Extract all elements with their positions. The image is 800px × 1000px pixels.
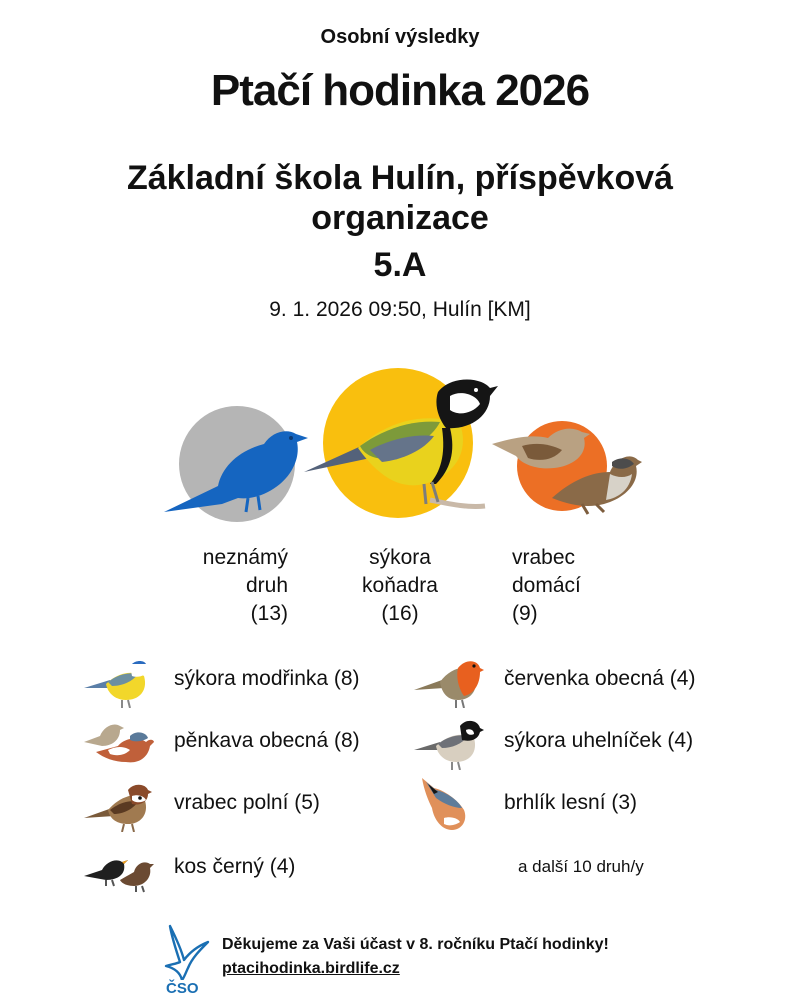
list-item-label: sýkora uhelníček (4) [504, 729, 694, 752]
school-name-line2: organizace [311, 199, 489, 237]
list-item-label: brhlík lesní (3) [504, 791, 638, 814]
robin-icon [414, 654, 484, 708]
top-species-unknown [160, 544, 288, 628]
house-sparrow-icon [492, 420, 642, 520]
nuthatch-icon [414, 778, 484, 832]
top-species-unknown-line2: druh [245, 574, 288, 597]
school-name [0, 158, 800, 238]
list-item-label: kos černý (4) [174, 855, 296, 878]
list-item-label: sýkora modřinka (8) [174, 667, 360, 690]
page-title: Ptačí hodinka 2026 [210, 66, 590, 115]
top-species-house-sparrow-line1: vrabec [512, 546, 576, 569]
cso-bird-icon [160, 922, 210, 980]
school-name-line1: Základní škola Hulín, příspěvková [126, 159, 674, 197]
great-tit-icon [300, 372, 500, 517]
list-item [84, 842, 424, 896]
blue-tit-icon [84, 654, 154, 708]
top-species-great-tit-count: (16) [381, 602, 419, 625]
list-item [84, 778, 424, 832]
footer-link[interactable]: ptacihodinka.birdlife.cz [222, 960, 400, 977]
cso-logo-text: ČSO [166, 980, 199, 997]
unknown-bird-icon [160, 420, 320, 520]
top-species-house-sparrow [512, 544, 652, 628]
top-species-house-sparrow-count: (9) [512, 602, 538, 625]
list-item-label: červenka obecná (4) [504, 667, 696, 690]
cso-logo [160, 922, 210, 998]
top-species-great-tit [340, 544, 460, 628]
list-item-label: vrabec polní (5) [174, 791, 320, 814]
coal-tit-icon [414, 716, 484, 770]
footer-thanks: Děkujeme za Vaši účast v 8. ročníku Ptačí hodinky! [222, 936, 609, 953]
top-species-house-sparrow-line2: domácí [512, 574, 581, 597]
list-item [84, 716, 424, 770]
list-item [414, 716, 754, 770]
list-item [414, 778, 754, 832]
observation-meta: 9. 1. 2026 09:50, Hulín [KM] [269, 298, 531, 321]
blackbird-icon [84, 842, 154, 896]
tree-sparrow-icon [84, 778, 154, 832]
chaffinch-icon [84, 716, 154, 770]
top-species-great-tit-line2: koňadra [362, 574, 438, 597]
list-item [414, 654, 754, 708]
top-species-unknown-count: (13) [250, 602, 288, 625]
top-species-great-tit-line1: sýkora [369, 546, 431, 569]
more-species-note: a další 10 druh/y [518, 857, 644, 876]
top-species-unknown-line1: neznámý [202, 546, 288, 569]
class-name: 5.A [373, 246, 427, 284]
page-kicker: Osobní výsledky [320, 26, 480, 48]
list-item-label: pěnkava obecná (8) [174, 729, 360, 752]
list-item [84, 654, 424, 708]
